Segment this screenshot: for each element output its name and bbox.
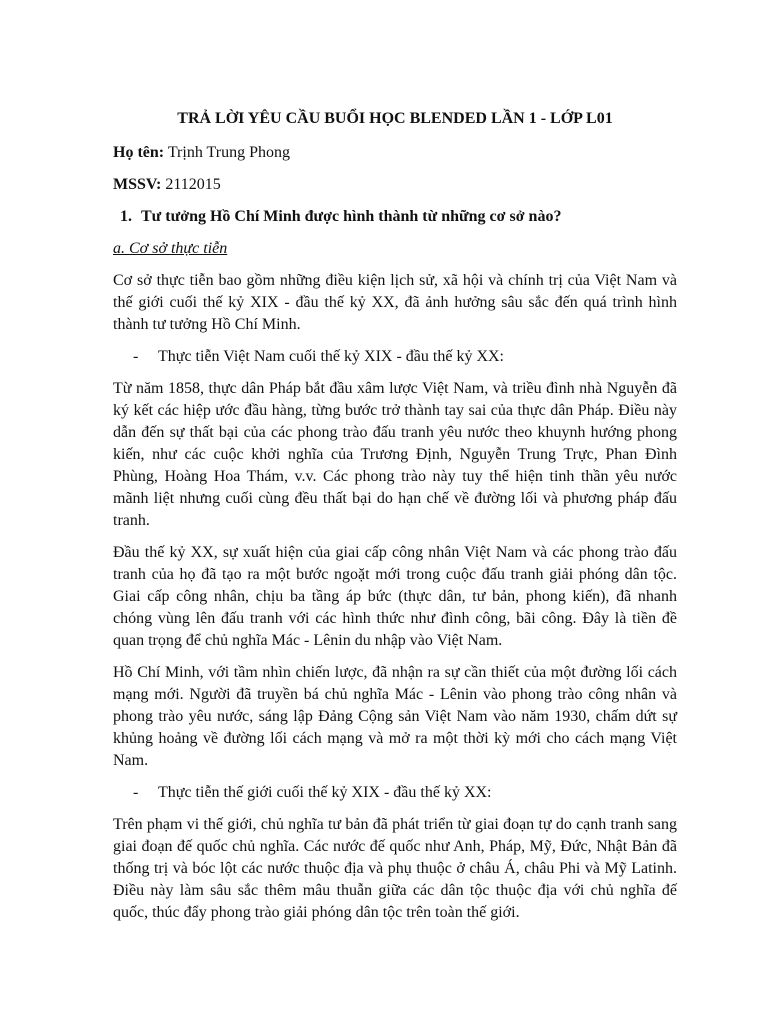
question-heading	[120, 206, 677, 228]
student-name-label: Họ tên:	[113, 144, 165, 161]
bullet-vietnam-text: Thực tiễn Việt Nam cuối thế kỷ XIX - đầu thế kỷ XX:	[158, 348, 504, 365]
intro-paragraph: Cơ sở thực tiễn bao gồm những điều kiện lịch sử, xã hội và chính trị của Việt Nam và thế giới cuối thế kỷ XIX - đầu thế kỷ XX, đã ảnh hưởng sâu sắc đến quá trình hình thành tư tưởng Hồ Chí Minh.	[113, 272, 677, 333]
bullet-dash: -	[133, 784, 139, 801]
paragraph-world: Trên phạm vi thế giới, chủ nghĩa tư bản đã phát triển từ giai đoạn tự do cạnh tranh sang giai đoạn đế quốc chủ nghĩa. Các nước đế quốc như Anh, Pháp, Mỹ, Đức, Nhật Bản đã thống trị và bóc lột các nước thuộc địa và phụ thuộc ở châu Á, châu Phi và Mỹ Latinh. Điều này làm sâu sắc thêm mâu thuẫn giữa các dân tộc thuộc địa với chủ nghĩa đế quốc, thúc đẩy phong trào giải phóng dân tộc trên toàn thế giới.	[113, 816, 677, 921]
bullet-world	[133, 782, 677, 804]
paragraph-vietnam-2: Đầu thế kỷ XX, sự xuất hiện của giai cấp công nhân Việt Nam và các phong trào đấu tranh của họ đã tạo ra một bước ngoặt mới trong cuộc đấu tranh giải phóng dân tộc. Giai cấp công nhân, chịu ba tầng áp bức (thực dân, tư bản, phong kiến), đã nhanh chóng vùng lên đấu tranh với các hình thức như đình công, bãi công. Đây là tiền đề quan trọng để chủ nghĩa Mác - Lênin du nhập vào Việt Nam.	[113, 544, 677, 649]
student-id-line	[113, 174, 677, 196]
student-name-line	[113, 142, 677, 164]
question-text: Tư tưởng Hồ Chí Minh được hình thành từ những cơ sở nào?	[141, 208, 562, 225]
bullet-dash: -	[133, 348, 139, 365]
document-title: TRẢ LỜI YÊU CẦU BUỔI HỌC BLENDED LẦN 1 - LỚP L01	[177, 110, 613, 127]
student-name-value: Trịnh Trung Phong	[167, 144, 290, 161]
section-subheading: a. Cơ sở thực tiễn	[113, 240, 228, 257]
paragraph-vietnam-1: Từ năm 1858, thực dân Pháp bắt đầu xâm lược Việt Nam, và triều đình nhà Nguyễn đã ký kết các hiệp ước đầu hàng, từng bước trở thành tay sai của thực dân Pháp. Điều này dẫn đến sự thất bại của các phong trào đấu tranh yêu nước theo khuynh hướng phong kiến, như các cuộc khởi nghĩa của Trương Định, Nguyễn Trung Trực, Phan Đình Phùng, Hoàng Hoa Thám, v.v. Các phong trào này tuy thể hiện tinh thần yêu nước mãnh liệt nhưng cuối cùng đều thất bại do hạn chế về đường lối và phương pháp đấu tranh.	[113, 380, 677, 529]
bullet-vietnam	[133, 346, 677, 368]
document-page	[113, 108, 677, 934]
student-id-value: 2112015	[165, 176, 221, 193]
paragraph-vietnam-3: Hồ Chí Minh, với tầm nhìn chiến lược, đã nhận ra sự cần thiết của một đường lối cách mạng mới. Người đã truyền bá chủ nghĩa Mác - Lênin vào phong trào công nhân và phong trào yêu nước, sáng lập Đảng Cộng sản Việt Nam vào năm 1930, chấm dứt sự khủng hoảng về đường lối cách mạng và mở ra một thời kỳ mới cho cách mạng Việt Nam.	[113, 664, 677, 769]
question-number: 1.	[120, 208, 132, 225]
bullet-world-text: Thực tiễn thế giới cuối thế kỷ XIX - đầu thế kỷ XX:	[158, 784, 492, 801]
student-id-label: MSSV:	[113, 176, 162, 193]
